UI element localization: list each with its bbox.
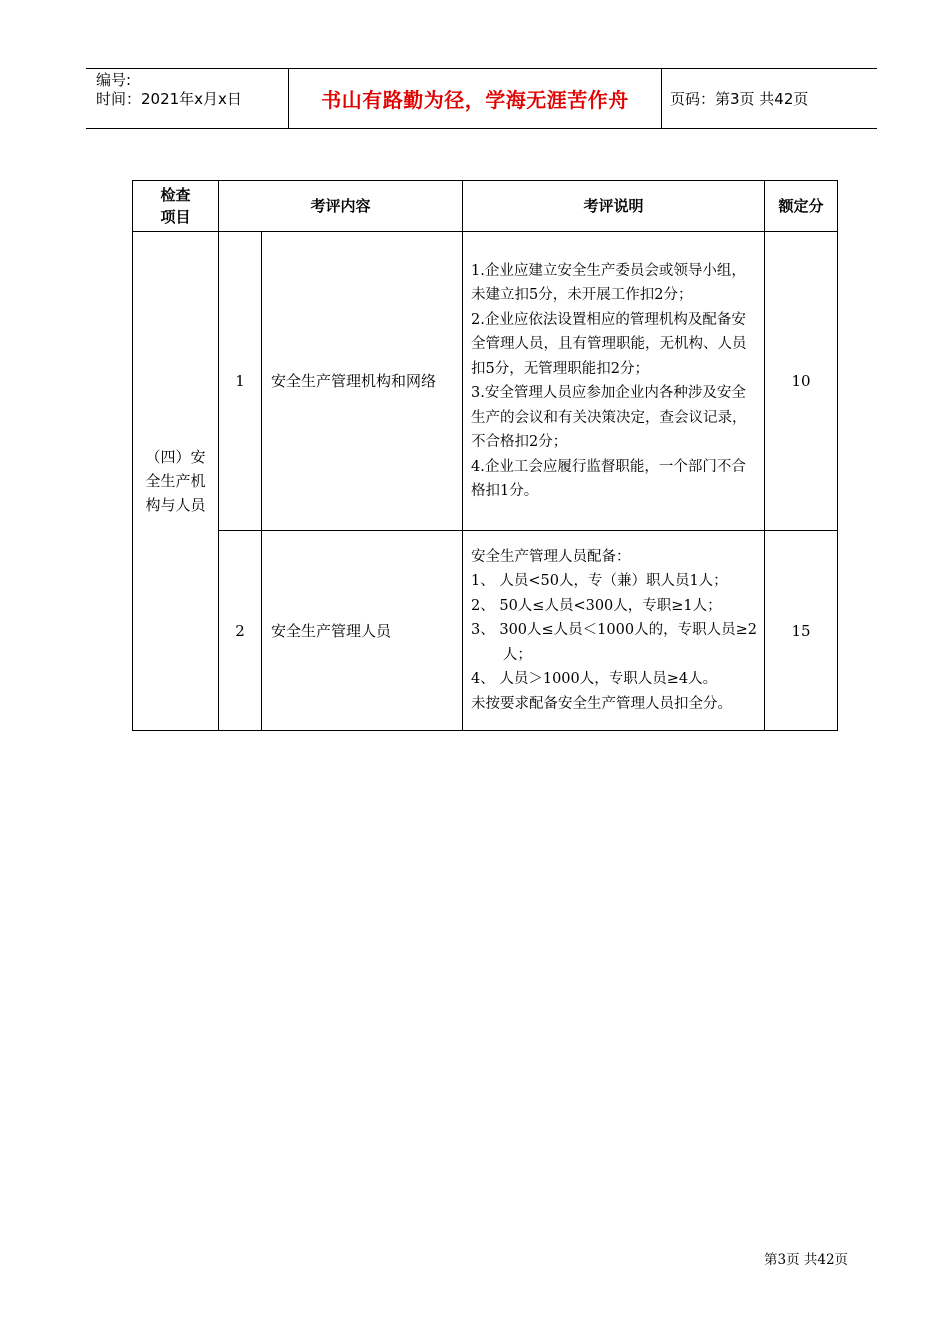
description-intro: 安全生产管理人员配备： (471, 548, 631, 565)
footer-page-label: 第3页 共42页 (764, 1252, 849, 1268)
description-line: 2.企业应依法设置相应的管理机构及配备安全管理人员，且有管理职能，无机构、人员扣5分，无管理职能扣2分； (471, 311, 747, 377)
row-description (463, 531, 765, 731)
table-header-row (133, 181, 838, 232)
header-description: 考评说明 (463, 181, 765, 232)
row-content: 安全生产管理人员 (262, 531, 463, 731)
header-motto: 书山有路勤为径，学海无涯苦作舟 (321, 87, 629, 112)
header-divider-right (661, 68, 662, 128)
description-item: 3、 300人≤人员＜1000人的，专职人员≥2人； (471, 622, 757, 663)
header-content: 考评内容 (219, 181, 463, 232)
description-item: 2、 50人≤人员<300人，专职≥1人； (471, 597, 722, 614)
header-page-label: 页码：第3页 共42页 (670, 89, 809, 108)
row-score: 15 (765, 531, 838, 731)
description-line: 3.安全管理人员应参加企业内各种涉及安全生产的会议和有关决策决定，查会议记录，不合格扣2分； (471, 385, 747, 450)
header-item: 检查项目 (133, 181, 219, 232)
row-number: 2 (219, 531, 262, 731)
header-score: 额定分 (765, 181, 838, 232)
row-content: 安全生产管理机构和网络 (262, 232, 463, 531)
evaluation-table (132, 180, 838, 731)
description-line: 4.企业工会应履行监督职能，一个部门不合格扣1分。 (471, 458, 746, 499)
header-meta (96, 71, 286, 109)
time-label: 时间：2021年x月x日 (96, 90, 242, 108)
row-number: 1 (219, 232, 262, 531)
description-outro: 未按要求配备安全生产管理人员扣全分。 (471, 695, 733, 712)
code-label: 编号: (96, 71, 132, 89)
row-score: 10 (765, 232, 838, 531)
section-label: （四）安全生产机构与人员 (145, 448, 206, 514)
table-row (133, 232, 838, 531)
description-line: 1.企业应建立安全生产委员会或领导小组，未建立扣5分，未开展工作扣2分； (471, 262, 746, 303)
header-bottom-rule (86, 128, 877, 129)
row-description (463, 232, 765, 531)
section-cell (133, 232, 219, 731)
description-item: 1、 人员<50人，专（兼）职人员1人； (471, 573, 728, 590)
description-item: 4、 人员＞1000人，专职人员≥4人。 (471, 671, 718, 688)
table-row (133, 531, 838, 731)
